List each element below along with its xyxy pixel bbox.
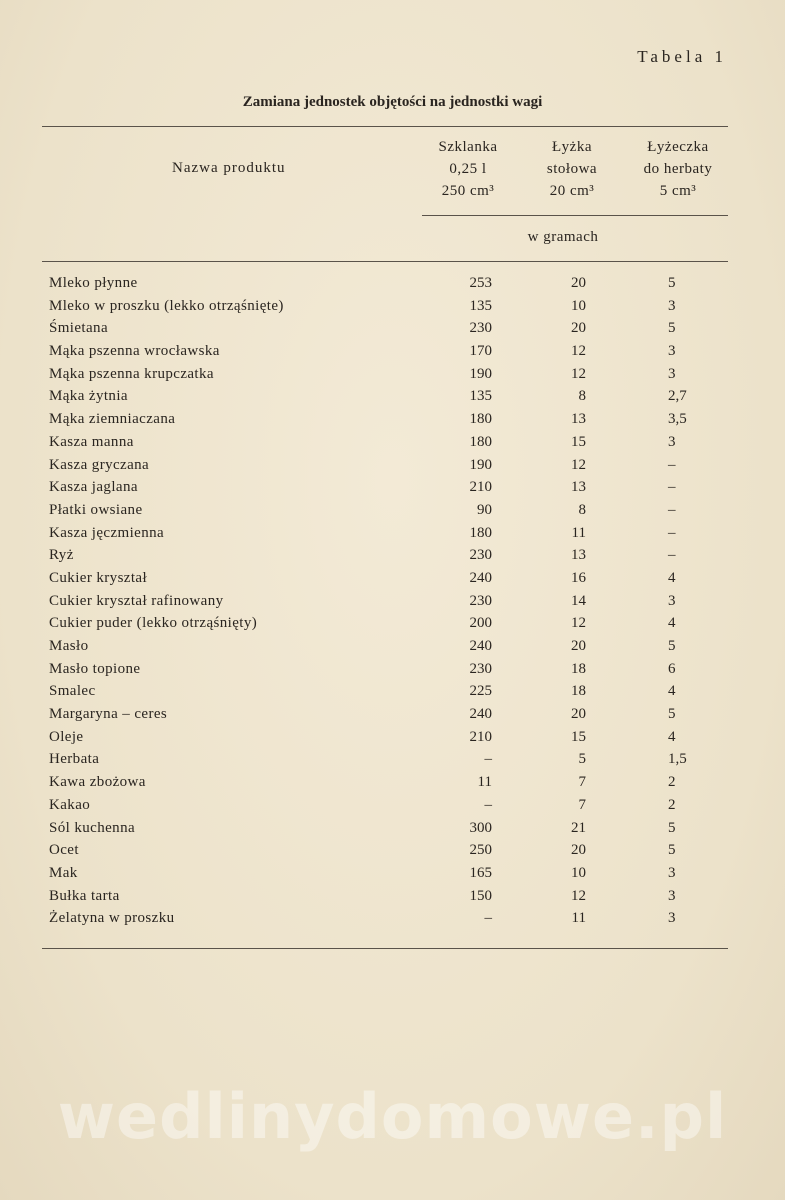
tablespoon-grams-cell: 10 xyxy=(571,864,586,881)
table-row xyxy=(0,771,785,794)
table-row xyxy=(0,385,785,408)
table-row xyxy=(0,885,785,908)
tablespoon-grams-cell: 20 xyxy=(571,320,586,337)
table-row xyxy=(0,703,785,726)
product-name-cell: Cukier puder (lekko otrząśnięty) xyxy=(49,615,258,632)
tablespoon-grams-cell: 15 xyxy=(571,433,586,450)
watermark: wedlinydomowe.pl xyxy=(57,1080,728,1153)
glass-grams-cell: 250 xyxy=(469,842,492,859)
product-name-cell: Żelatyna w proszku xyxy=(49,910,175,927)
glass-grams-cell: 90 xyxy=(477,501,492,518)
product-name-cell: Oleje xyxy=(49,728,84,745)
glass-grams-cell: 240 xyxy=(469,638,492,654)
product-name-cell: Ocet xyxy=(49,842,79,859)
teaspoon-grams-cell: – xyxy=(668,456,676,473)
glass-grams-cell: 180 xyxy=(469,524,492,541)
product-name-cell: Cukier kryształ rafinowany xyxy=(49,592,224,609)
header-teaspoon-column xyxy=(628,136,728,202)
tablespoon-grams-cell: 20 xyxy=(571,638,586,654)
table-row xyxy=(0,522,785,545)
header-tablespoon-column xyxy=(522,136,622,202)
product-name-cell: Kasza jaglana xyxy=(49,479,138,496)
teaspoon-grams-cell: – xyxy=(668,524,676,541)
glass-grams-cell: 230 xyxy=(469,320,492,337)
tablespoon-grams-cell: 20 xyxy=(571,842,586,859)
product-name-cell: Masło topione xyxy=(49,660,141,677)
tablespoon-grams-cell: 12 xyxy=(571,343,586,360)
glass-grams-cell: 135 xyxy=(469,297,492,314)
glass-grams-cell: 190 xyxy=(469,456,492,473)
tablespoon-grams-cell: 12 xyxy=(571,887,586,904)
glass-grams-cell: 165 xyxy=(469,864,492,881)
teaspoon-grams-cell: 3 xyxy=(668,910,676,927)
tablespoon-grams-cell: 7 xyxy=(578,796,586,813)
table-body xyxy=(0,272,785,930)
tablespoon-grams-cell: 21 xyxy=(571,819,586,836)
table-row xyxy=(0,612,785,635)
tablespoon-grams-cell: 11 xyxy=(571,524,586,541)
table-row xyxy=(0,567,785,590)
teaspoon-grams-cell: 6 xyxy=(668,660,676,677)
product-name-cell: Sól kuchenna xyxy=(49,819,136,836)
teaspoon-grams-cell: 3 xyxy=(668,343,676,360)
table-row xyxy=(0,499,785,522)
glass-grams-cell: 190 xyxy=(469,365,492,382)
teaspoon-grams-cell: 5 xyxy=(668,842,676,859)
product-name-cell: Kasza gryczana xyxy=(49,456,150,473)
teaspoon-grams-cell: 3 xyxy=(668,433,676,450)
top-rule xyxy=(42,126,728,127)
tablespoon-grams-cell: 7 xyxy=(578,774,586,791)
bottom-rule xyxy=(42,948,728,949)
table-row xyxy=(0,680,785,703)
glass-grams-cell: 180 xyxy=(469,433,492,450)
glass-grams-cell: 225 xyxy=(469,683,492,700)
table-row xyxy=(0,635,785,658)
glass-grams-cell: 210 xyxy=(469,479,492,496)
teaspoon-grams-cell: 3 xyxy=(668,887,676,904)
header-teaspoon-line3: 5 cm³ xyxy=(659,183,697,199)
glass-grams-cell: – xyxy=(484,751,492,768)
tablespoon-grams-cell: 15 xyxy=(571,728,586,745)
table-row xyxy=(0,476,785,499)
product-name-cell: Kawa zbożowa xyxy=(49,774,146,791)
header-tablespoon-line2: stołowa xyxy=(546,161,598,177)
teaspoon-grams-cell: 3 xyxy=(668,592,676,609)
table-row xyxy=(0,794,785,817)
header-glass-line1: Szklanka xyxy=(438,139,498,155)
tablespoon-grams-cell: 16 xyxy=(571,569,586,586)
teaspoon-grams-cell: 2 xyxy=(668,774,676,791)
glass-grams-cell: – xyxy=(484,910,492,927)
glass-grams-cell: 11 xyxy=(477,774,492,791)
table-title: Zamiana jednostek objętości na jednostki wagi xyxy=(242,94,543,110)
header-product-name: Nazwa produktu xyxy=(172,160,286,176)
table-row xyxy=(0,544,785,567)
teaspoon-grams-cell: – xyxy=(668,547,676,564)
teaspoon-grams-cell: 2,7 xyxy=(668,388,687,405)
table-row xyxy=(0,658,785,681)
tablespoon-grams-cell: 12 xyxy=(571,615,586,632)
teaspoon-grams-cell: 5 xyxy=(668,638,676,654)
teaspoon-grams-cell: 4 xyxy=(668,728,676,745)
glass-grams-cell: 253 xyxy=(469,275,492,291)
product-name-cell: Mąka ziemniaczana xyxy=(49,411,176,428)
product-name-cell: Masło xyxy=(49,638,89,654)
tablespoon-grams-cell: 11 xyxy=(571,910,586,927)
teaspoon-grams-cell: 5 xyxy=(668,819,676,836)
glass-grams-cell: 230 xyxy=(469,547,492,564)
teaspoon-grams-cell: – xyxy=(668,479,676,496)
header-teaspoon-line1: Łyżeczka xyxy=(647,139,709,155)
glass-grams-cell: 170 xyxy=(469,343,492,360)
glass-grams-cell: – xyxy=(484,796,492,813)
tablespoon-grams-cell: 13 xyxy=(571,547,586,564)
table-number-label: Tabela 1 xyxy=(637,47,727,66)
product-name-cell: Mleko płynne xyxy=(49,275,138,291)
product-name-cell: Kakao xyxy=(49,796,91,813)
table-row xyxy=(0,295,785,318)
teaspoon-grams-cell: 4 xyxy=(668,683,676,700)
glass-grams-cell: 240 xyxy=(469,569,492,586)
table-row xyxy=(0,839,785,862)
header-glass-column xyxy=(418,136,518,202)
table-row xyxy=(0,272,785,295)
product-name-cell: Margaryna – ceres xyxy=(49,706,168,723)
table-row xyxy=(0,317,785,340)
table-row xyxy=(0,862,785,885)
teaspoon-grams-cell: 3,5 xyxy=(668,411,687,428)
header-teaspoon-line2: do herbaty xyxy=(643,161,713,177)
tablespoon-grams-cell: 20 xyxy=(571,275,586,291)
header-glass-line3: 250 cm³ xyxy=(441,183,495,199)
tablespoon-grams-cell: 13 xyxy=(571,411,586,428)
glass-grams-cell: 230 xyxy=(469,660,492,677)
glass-grams-cell: 200 xyxy=(469,615,492,632)
tablespoon-grams-cell: 12 xyxy=(571,456,586,473)
product-name-cell: Herbata xyxy=(49,751,100,768)
product-name-cell: Płatki owsiane xyxy=(49,501,143,518)
product-name-cell: Mleko w proszku (lekko otrząśnięte) xyxy=(49,297,284,314)
glass-grams-cell: 180 xyxy=(469,411,492,428)
tablespoon-grams-cell: 10 xyxy=(571,297,586,314)
teaspoon-grams-cell: 5 xyxy=(668,706,676,723)
glass-grams-cell: 135 xyxy=(469,388,492,405)
teaspoon-grams-cell: 5 xyxy=(668,320,676,337)
table-row xyxy=(0,340,785,363)
header-tablespoon-line3: 20 cm³ xyxy=(549,183,595,199)
table-row xyxy=(0,363,785,386)
teaspoon-grams-cell: 4 xyxy=(668,569,676,586)
tablespoon-grams-cell: 18 xyxy=(571,660,586,677)
table-row xyxy=(0,590,785,613)
tablespoon-grams-cell: 13 xyxy=(571,479,586,496)
teaspoon-grams-cell: – xyxy=(668,501,676,518)
table-row xyxy=(0,408,785,431)
product-name-cell: Ryż xyxy=(49,547,74,564)
teaspoon-grams-cell: 4 xyxy=(668,615,676,632)
unit-label: w gramach xyxy=(527,229,599,245)
tablespoon-grams-cell: 5 xyxy=(578,751,586,768)
tablespoon-grams-cell: 8 xyxy=(578,388,586,405)
table-row xyxy=(0,431,785,454)
teaspoon-grams-cell: 5 xyxy=(668,275,676,291)
table-row xyxy=(0,454,785,477)
product-name-cell: Mąka żytnia xyxy=(49,388,128,405)
glass-grams-cell: 210 xyxy=(469,728,492,745)
product-name-cell: Mak xyxy=(49,864,78,881)
teaspoon-grams-cell: 2 xyxy=(668,796,676,813)
teaspoon-grams-cell: 3 xyxy=(668,365,676,382)
table-row xyxy=(0,726,785,749)
product-name-cell: Mąka pszenna wrocławska xyxy=(49,343,220,360)
teaspoon-grams-cell: 3 xyxy=(668,864,676,881)
product-name-cell: Bułka tarta xyxy=(49,887,120,904)
table-row xyxy=(0,907,785,930)
glass-grams-cell: 300 xyxy=(469,819,492,836)
product-name-cell: Kasza jęczmienna xyxy=(49,524,165,541)
tablespoon-grams-cell: 8 xyxy=(578,501,586,518)
table-row xyxy=(0,817,785,840)
tablespoon-grams-cell: 14 xyxy=(571,592,586,609)
header-bottom-rule xyxy=(42,261,728,262)
product-name-cell: Cukier kryształ xyxy=(49,569,148,586)
product-name-cell: Mąka pszenna krupczatka xyxy=(49,365,214,382)
table-row xyxy=(0,748,785,771)
glass-grams-cell: 150 xyxy=(469,887,492,904)
tablespoon-grams-cell: 12 xyxy=(571,365,586,382)
tablespoon-grams-cell: 20 xyxy=(571,706,586,723)
tablespoon-grams-cell: 18 xyxy=(571,683,586,700)
glass-grams-cell: 240 xyxy=(469,706,492,723)
product-name-cell: Kasza manna xyxy=(49,433,134,450)
header-glass-line2: 0,25 l xyxy=(449,161,487,177)
header-sub-rule xyxy=(422,215,728,216)
product-name-cell: Smalec xyxy=(49,683,96,700)
glass-grams-cell: 230 xyxy=(469,592,492,609)
header-tablespoon-line1: Łyżka xyxy=(552,139,592,155)
product-name-cell: Śmietana xyxy=(49,320,109,337)
teaspoon-grams-cell: 3 xyxy=(668,297,676,314)
teaspoon-grams-cell: 1,5 xyxy=(668,751,687,768)
